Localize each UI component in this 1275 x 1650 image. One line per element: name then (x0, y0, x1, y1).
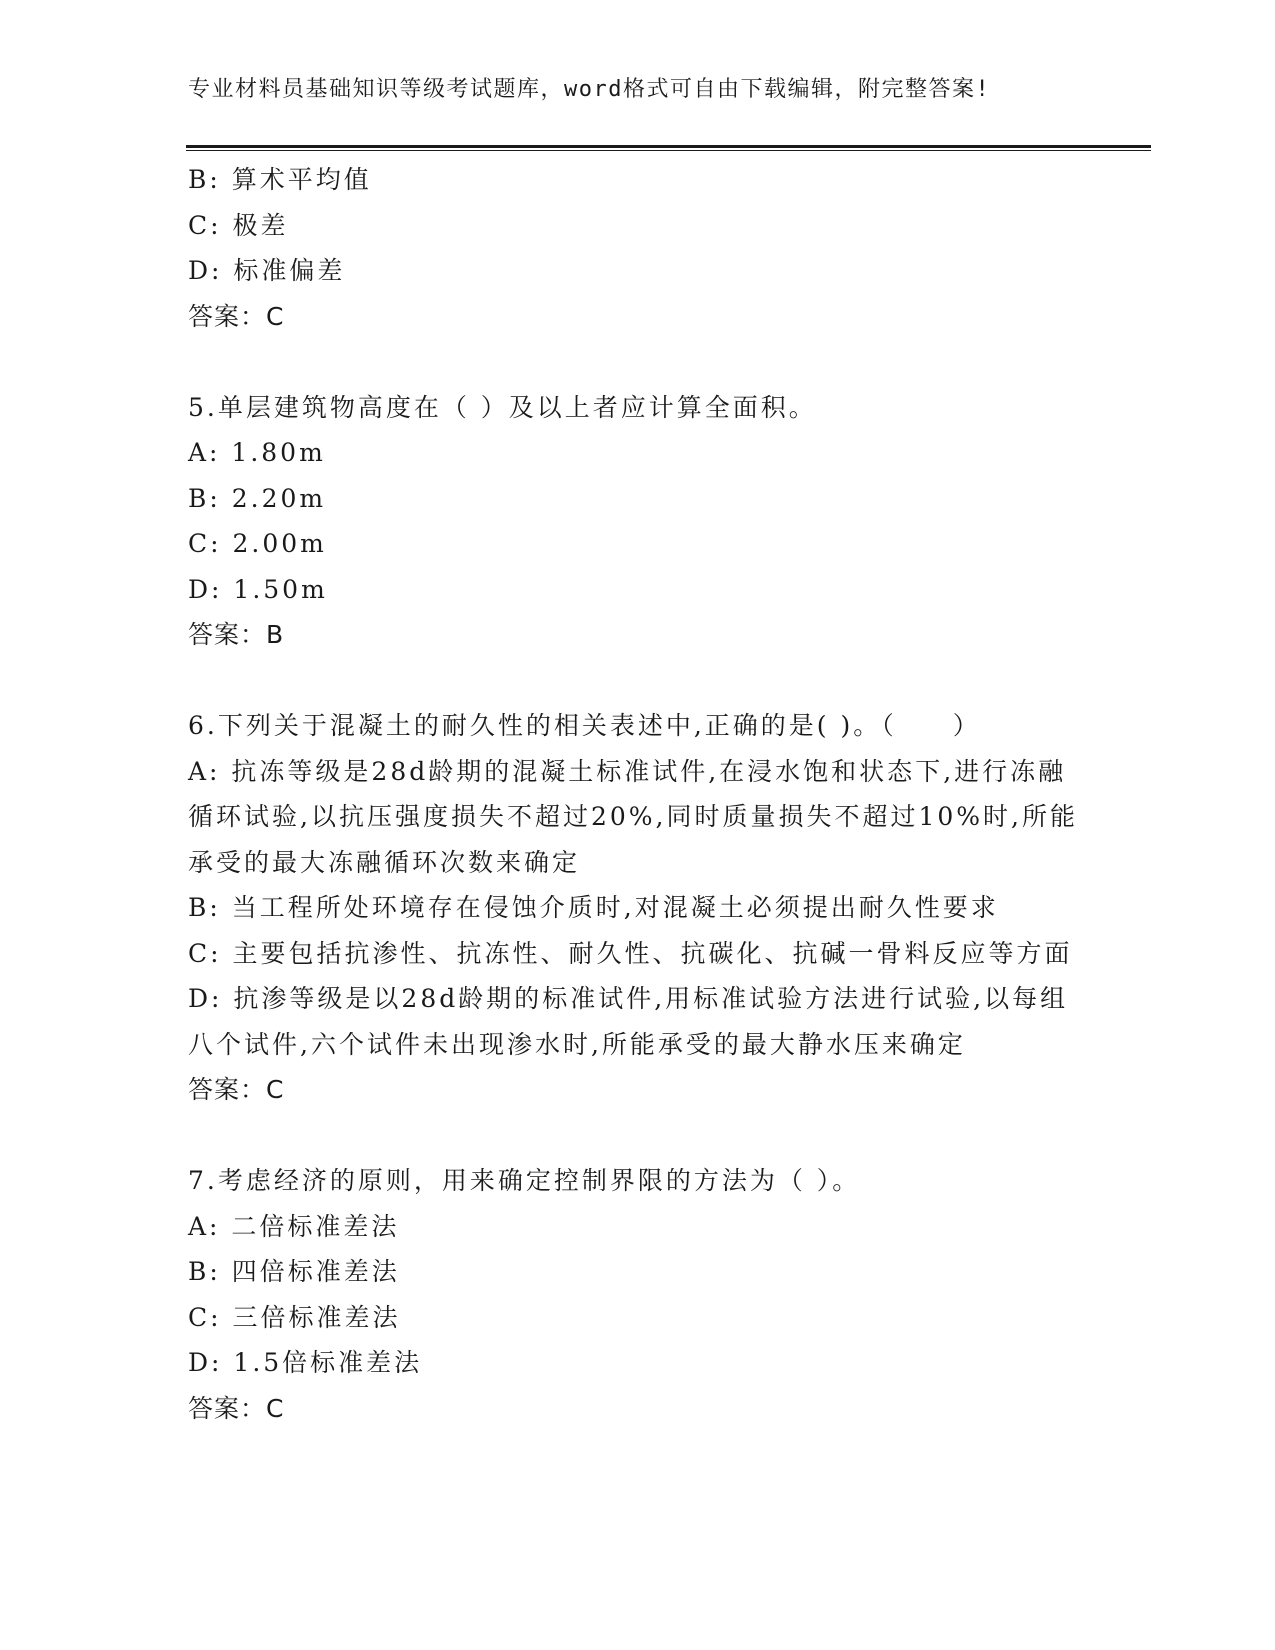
option-c: C: 2.00m (188, 529, 327, 558)
header-rule-thick (186, 145, 1151, 148)
option-a: A: 1.80m (188, 438, 326, 467)
question-4-block (188, 157, 1088, 339)
answer: 答案：C (188, 301, 285, 331)
option-b: B: 当工程所处环境存在侵蚀介质时,对混凝土必须提出耐久性要求 (188, 893, 999, 922)
question-6-block (188, 703, 1088, 1113)
spacer (188, 339, 1088, 385)
question-text: 6.下列关于混凝土的耐久性的相关表述中,正确的是( )。（ ） (188, 711, 981, 740)
question-7-block (188, 1158, 1088, 1431)
option-b: B: 2.20m (188, 483, 327, 513)
question-text: 5.单层建筑物高度在（ ）及以上者应计算全面积。 (188, 392, 817, 422)
header-rule-thin (186, 150, 1151, 151)
option-d: D: 1.50m (188, 574, 328, 604)
spacer (188, 1113, 1088, 1159)
question-text: 7.考虑经济的原则，用来确定控制界限的方法为（ ）。 (188, 1166, 861, 1195)
answer: 答案：C (188, 1075, 285, 1104)
option-c: C: 三倍标准差法 (188, 1302, 401, 1332)
answer: 答案：C (188, 1393, 285, 1423)
question-5-block (188, 385, 1088, 658)
option-c: C: 极差 (188, 210, 289, 240)
option-d: D: 抗渗等级是以28d龄期的标准试件,用标准试验方法进行试验,以每组八个试件,六个试件未出现渗水时,所能承受的最大静水压来确定 (188, 984, 1069, 1059)
question-content (188, 157, 1088, 1431)
option-a: A: 抗冻等级是28d龄期的混凝土标准试件,在浸水饱和状态下,进行冻融循环试验,以抗压强度损失不超过20%,同时质量损失不超过10%时,所能承受的最大冻融循环次数来确定 (188, 756, 1078, 877)
option-d: D: 标准偏差 (188, 256, 346, 285)
spacer (188, 658, 1088, 704)
page-header: 专业材料员基础知识等级考试题库，word格式可自由下载编辑，附完整答案! (188, 77, 991, 102)
answer: 答案：B (188, 620, 285, 649)
option-b: B: 四倍标准差法 (188, 1257, 400, 1286)
option-d: D: 1.5倍标准差法 (188, 1348, 423, 1377)
option-c: C: 主要包括抗渗性、抗冻性、耐久性、抗碳化、抗碱一骨料反应等方面 (188, 938, 1073, 968)
option-b: B: 算术平均值 (188, 165, 372, 194)
option-a: A: 二倍标准差法 (188, 1211, 400, 1241)
